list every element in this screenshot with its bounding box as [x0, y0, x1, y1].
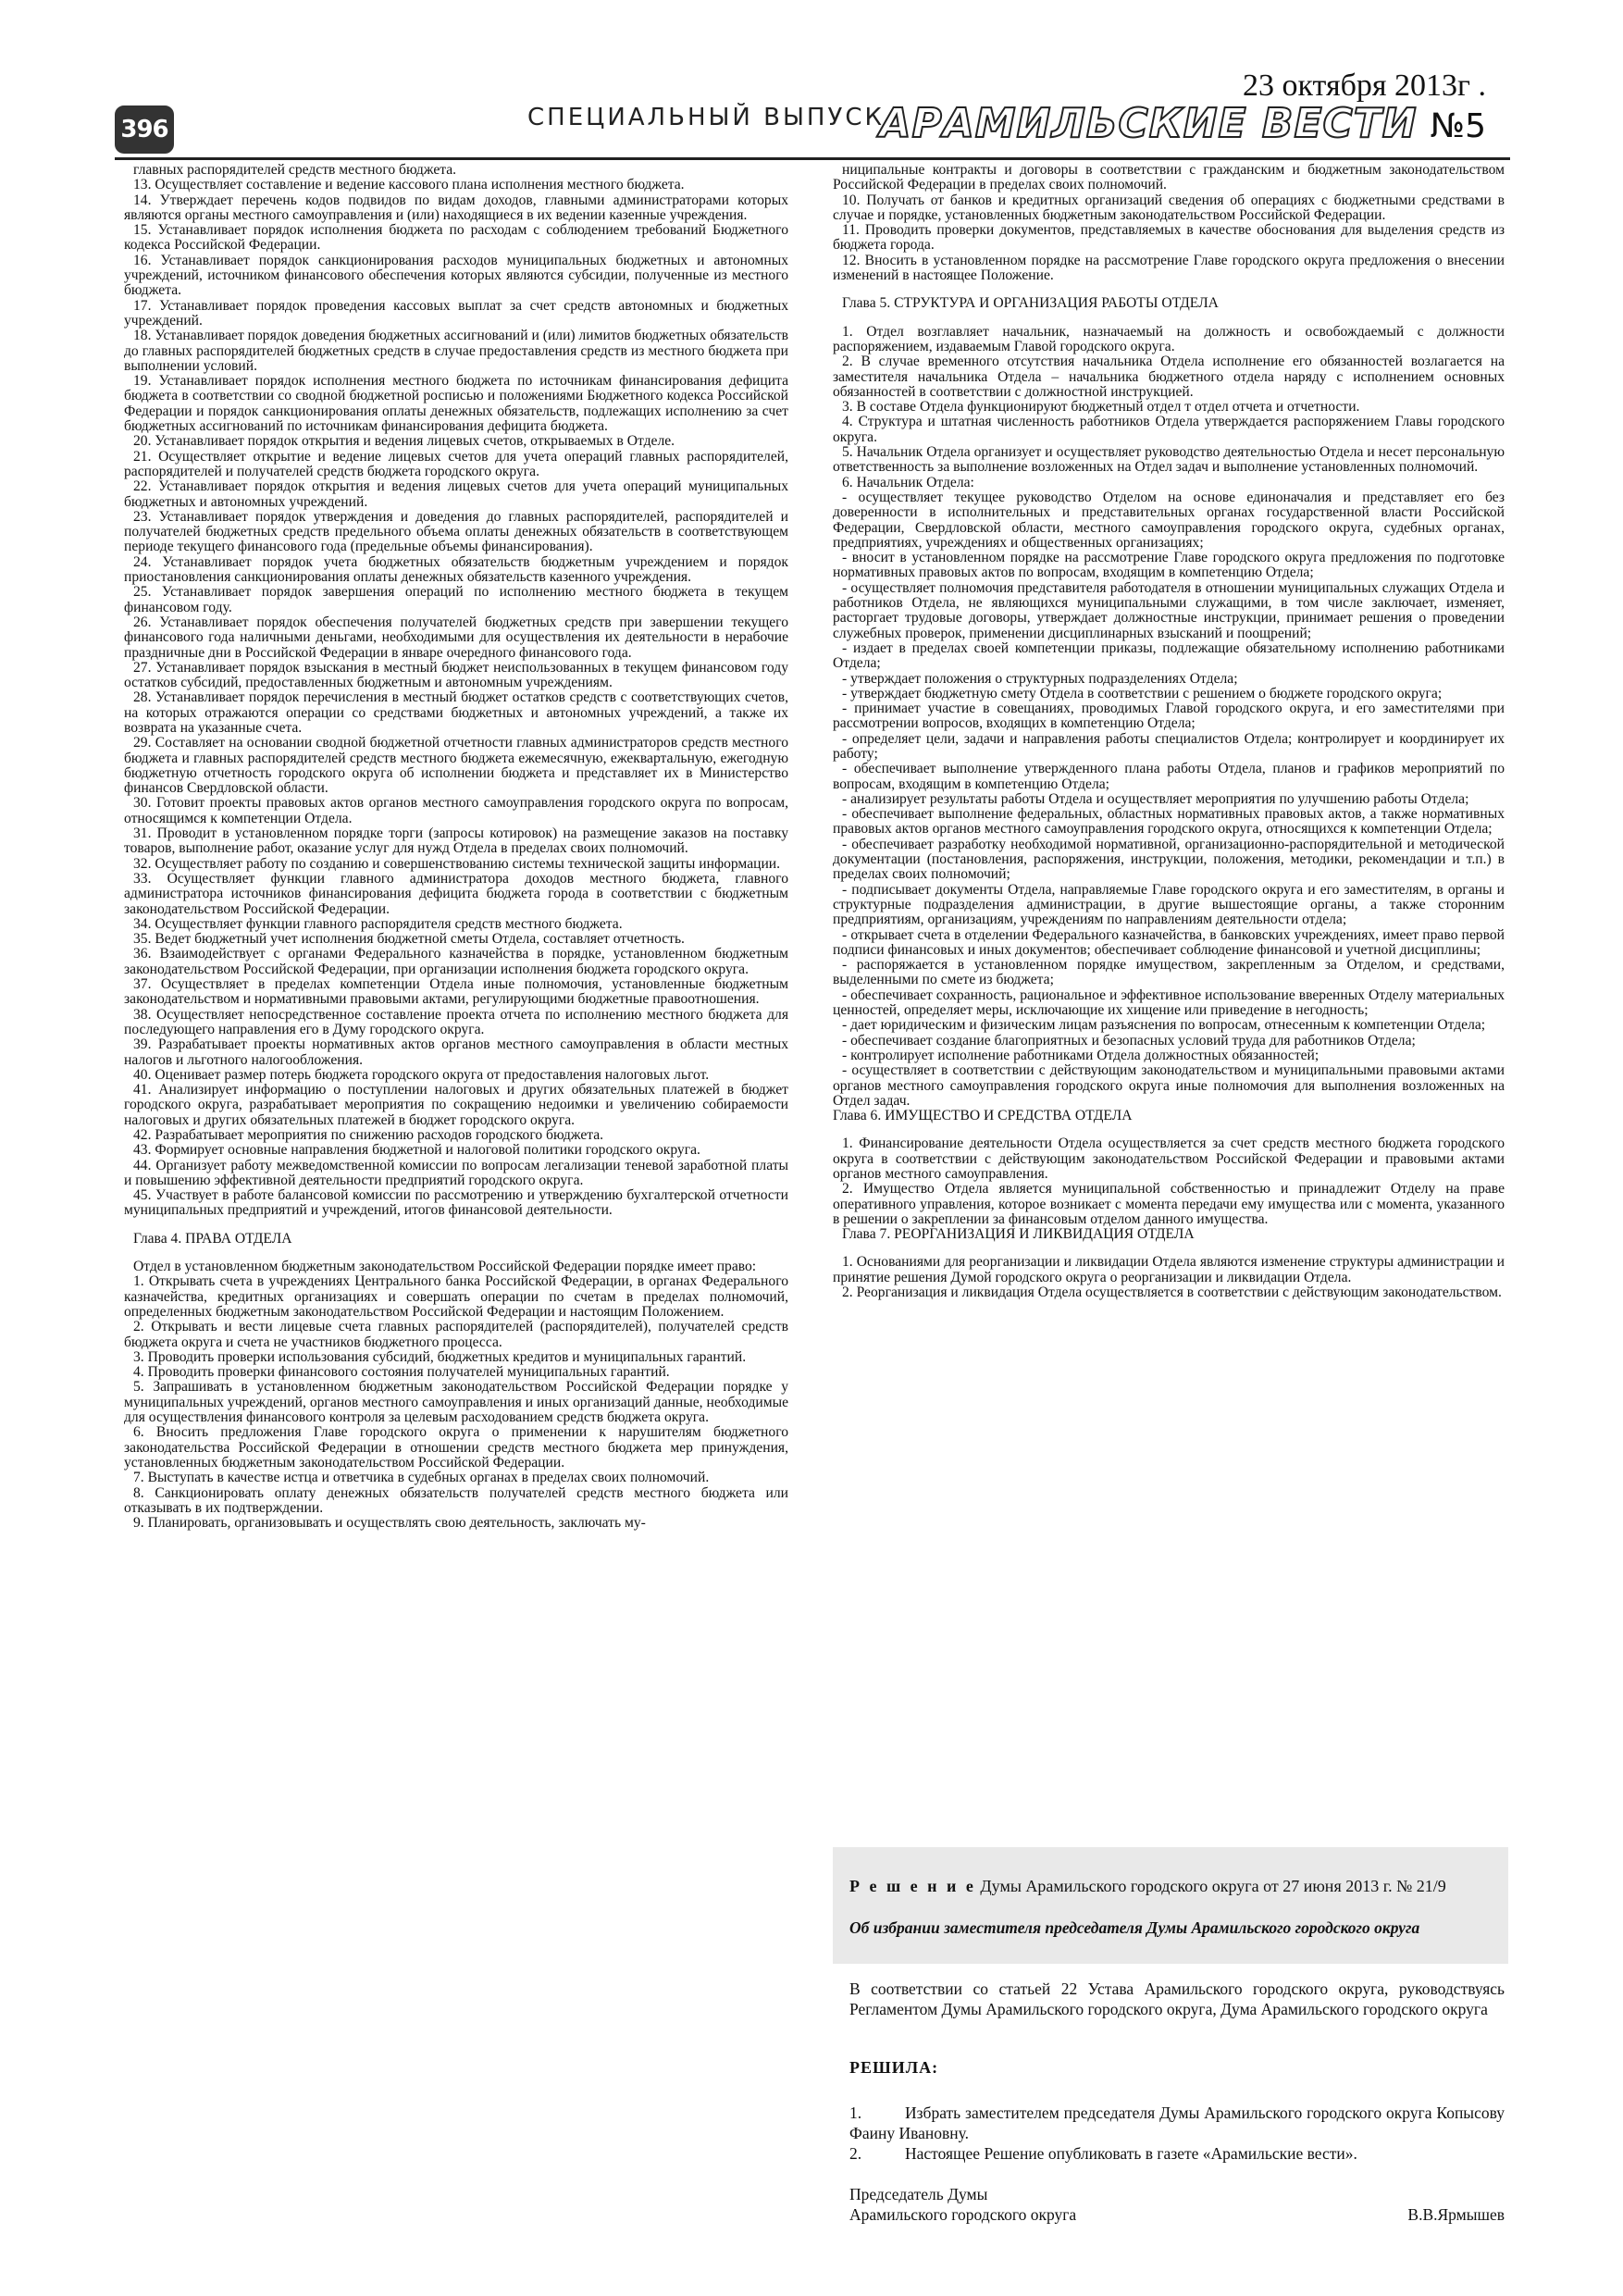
paragraph: 27. Устанавливает порядок взыскания в местный бюджет неиспользованных в текущем финансовом году остатков субсидий, предоставленных бюджетным и автономным учреждениям.: [124, 659, 788, 691]
paragraph: 41. Анализирует информацию о поступлении налоговых и других обязательных платежей в бюджет городского округа, разрабатывает мероприятия по сокращению недоимки и увеличению собираемости налоговых и других обязательных платежей в бюджет городского округа.: [124, 1082, 788, 1128]
paragraph: 3. Проводить проверки использования субсидий, бюджетных кредитов и муниципальных гарантий.: [133, 1348, 747, 1365]
paragraph: 34. Осуществляет функции главного распорядителя средств местного бюджета.: [133, 915, 623, 932]
paragraph: 13. Осуществляет составление и ведение кассового плана исполнения местного бюджета.: [133, 177, 685, 193]
paragraph: 2. Имущество Отдела является муниципальной собственностью и принадлежит Отделу на праве оперативного управления, которое возникает с момента передачи ему имущества или с момента, указанного в решении о закреплении за финансовым отделом данного имущества.: [833, 1181, 1505, 1227]
header-rule: [115, 157, 1510, 160]
paragraph: 16. Устанавливает порядок санкционирования расходов муниципальных бюджетных и автономных учреждений, источником финансового обеспечения которых являются субсидии, полученные из местного бюджета.: [124, 252, 788, 299]
paragraph: 6. Вносить предложения Главе городского округа о применении к нарушителям бюджетного законодательства Российской Федерации в отношении средств местного бюджета мер принуждения, установленных бюджетным законодательством Российской Федерации.: [124, 1424, 788, 1471]
item-text: Избрать заместителем председателя Думы Арамильского городского округа Копысову Фаину Ивановну.: [849, 2104, 1505, 2142]
paragraph: 42. Разрабатывает мероприятия по снижению расходов городского бюджета.: [133, 1127, 604, 1143]
paragraph: 38. Осуществляет непосредственное составление проекта отчета по исполнению местного бюджета для последующего направления его в Думу городского округа.: [124, 1006, 788, 1037]
paragraph: 2. Открывать и вести лицевые счета главных распорядителей (распорядителей), получателей средств бюджета округа и счета не участников бюджетного процесса.: [124, 1319, 788, 1350]
paragraph: 2. В случае временного отсутствия начальника Отдела исполнение его обязанностей возлагается на заместителя начальника Отдела – начальника бюджетного отдела наряду с исполнением основных обязанностей в соответствии с должностной инструкцией.: [833, 354, 1505, 400]
page-number: 396: [115, 105, 174, 154]
spacer: [833, 1242, 1505, 1255]
section-title: СПЕЦИАЛЬНЫЙ ВЫПУСК: [527, 104, 885, 131]
paragraph: главных распорядителей средств местного бюджета.: [133, 162, 457, 178]
paragraph: 39. Разрабатывает проекты нормативных актов органов местного самоуправления в области местных налогов и льготного налогообложения.: [124, 1036, 788, 1068]
paragraph: - утверждает бюджетную смету Отдела в соответствии с решением о бюджете городского округа;: [842, 685, 1443, 701]
paragraph: 5. Начальник Отдела организует и осуществляет руководство деятельностью Отдела и несет персональную ответственность за выполнение возложенных на Отдел задач и выполнение установленных полномочий.: [833, 444, 1505, 476]
paragraph: 1. Отдел возглавляет начальник, назначаемый на должность и освобождаемый с должности распоряжением, издаваемым Главой городского округа.: [833, 323, 1505, 354]
issue-number: №5: [1430, 107, 1486, 145]
decision-header-box: [833, 1847, 1508, 1964]
paragraph: - обеспечивает выполнение федеральных, областных нормативных правовых актов, а также нормативных правовых актов органов местного самоуправления городского округа, относящихся к компетенции Отдела;: [833, 806, 1505, 838]
chapter7-title: Глава 7. РЕОРГАНИЗАЦИЯ И ЛИКВИДАЦИЯ ОТДЕЛА: [842, 1226, 1195, 1243]
paragraph: 5. Запрашивать в установленном бюджетным законодательством Российской Федерации порядке у муниципальных учреждений, органов местного самоуправления и иных организаций данные, необходимые для осуществления финансового контроля за целевым расходованием средств бюджета округа.: [124, 1379, 788, 1426]
paragraph: - осуществляет в соответствии с действующим законодательством и муниципальными правовыми актами органов местного самоуправления городского округа иные полномочия для выполнения возложенных на Отдел задач.: [833, 1062, 1505, 1109]
chapter6-title: Глава 6. ИМУЩЕСТВО И СРЕДСТВА ОТДЕЛА: [833, 1108, 1133, 1124]
paragraph: 4. Проводить проверки финансового состояния получателей муниципальных гарантий.: [133, 1364, 670, 1381]
paragraph: 10. Получать от банков и кредитных организаций сведения об операциях с бюджетными средствами в случае и порядке, установленных бюджетным законодательством Российской Федерации.: [833, 192, 1505, 223]
paragraph: 24. Устанавливает порядок учета бюджетных обязательств бюджетным учреждением и порядок приостановления санкционирования оплаты денежных обязательств казенного учреждения.: [124, 553, 788, 586]
paragraph: - осуществляет текущее руководство Отделом на основе единоначалия и представляет его без доверенности в исполнительных и представительных органах государственной власти Российской Федерации, Свердловской области, местного самоуправления городского округа, судебных органах, предприятиях, учреждениях и общественных организациях;: [833, 489, 1505, 551]
decision-item: [849, 2143, 1505, 2164]
paragraph: 25. Устанавливает порядок завершения операций по исполнению местного бюджета в текущем финансовом году.: [124, 584, 788, 615]
paragraph: - вносит в установленном порядке на рассмотрение Главе городского округа предложения по подготовке нормативных правовых актов по вопросам, входящим в компетенцию Отдела;: [833, 550, 1505, 581]
chapter4-title: Глава 4. ПРАВА ОТДЕЛА: [133, 1230, 292, 1247]
paragraph: 44. Организует работу межведомственной комиссии по вопросам легализации теневой заработной платы и повышению эффективной деятельности предприятий городского округа.: [124, 1157, 788, 1188]
paragraph: - обеспечивает создание благоприятных и безопасных условий труда для работников Отдела;: [842, 1032, 1416, 1049]
paragraph: 11. Проводить проверки документов, представляемых в качестве обоснования для выделения средств из бюджета города.: [833, 222, 1505, 254]
chapter7-paragraphs: [833, 1255, 1505, 1300]
paragraph: - контролирует исполнение работниками Отдела должностных обязанностей;: [842, 1047, 1319, 1063]
decision-resolved: РЕШИЛА:: [849, 2058, 939, 2077]
paragraph: 6. Начальник Отдела:: [842, 474, 974, 490]
item-text: Настоящее Решение опубликовать в газете «Арамильские вести».: [905, 2144, 1357, 2163]
paragraph: 17. Устанавливает порядок проведения кассовых выплат за счет средств автономных и бюджетных учреждений.: [124, 297, 788, 329]
decision-heading: [849, 1877, 1497, 1896]
paragraph: - осуществляет полномочия представителя работодателя в отношении муниципальных служащих Отдела и работников Отдела, не являющихся муниципальными служащими, в том числе заключает, изменяет, расторгает трудовые договоры, утверждает должностные инструкции, принимает решения о проведении служебных проверок, применении дисциплинарных взысканий и поощрений;: [833, 579, 1505, 641]
paragraph: 35. Ведет бюджетный учет исполнения бюджетной сметы Отдела, составляет отчетность.: [133, 931, 685, 948]
paragraph: 18. Устанавливает порядок доведения бюджетных ассигнований и (или) лимитов бюджетных обязательств до главных распорядителей бюджетных средств в случае предоставления средств из местного бюджета при выполнении условий.: [124, 328, 788, 374]
paragraph: - обеспечивает сохранность, рациональное и эффективное использование вверенных Отделу материальных ценностей, определяет меры, исключающие их хищение или приведение в негодность;: [833, 987, 1505, 1019]
paragraph: - утверждает положения о структурных подразделениях Отдела;: [842, 670, 1238, 687]
paragraph: 7. Выступать в качестве истца и ответчика в судебных органах в пределах своих полномочий.: [133, 1470, 710, 1486]
paragraph: - открывает счета в отделении Федерального казначейства, в банковских учреждениях, имеет право первой подписи финансовых и иных документов; обеспечивает соблюдение финансовой и учетной дисциплины;: [833, 926, 1505, 958]
right-intro-paragraphs: [833, 163, 1505, 283]
chapter5-title: Глава 5. СТРУКТУРА И ОРГАНИЗАЦИЯ РАБОТЫ ОТДЕЛА: [842, 295, 1219, 312]
paragraph: 2. Реорганизация и ликвидация Отдела осуществляется в соответствии с действующим законодательством.: [842, 1285, 1502, 1301]
issue-date: 23 октября 2013г .: [1242, 68, 1486, 103]
chapter6-paragraphs: [833, 1136, 1505, 1227]
paragraph: 19. Устанавливает порядок исполнения местного бюджета по источникам финансирования дефицита бюджета в соответствии со сводной бюджетной росписью и положениями Бюджетного кодекса Российской Федерации и порядок санкционирования оплаты денежных обязательств, подлежащих исполнению за счет бюджетных ассигнований по источникам финансирования дефицита бюджета.: [124, 373, 788, 435]
paragraph: 26. Устанавливает порядок обеспечения получателей бюджетных средств при завершении текущего финансового года наличными деньгами, необходимыми для осуществления их деятельности в нерабочие праздничные дни в Российской Федерации в январе очередного финансового года.: [124, 614, 788, 661]
item-number: 2.: [849, 2144, 862, 2163]
left-column: [124, 163, 788, 1531]
paragraph: 40. Оценивает размер потерь бюджета городского округа от предоставления налоговых льгот.: [133, 1066, 710, 1083]
page-header: [0, 0, 1623, 167]
paragraph: 21. Осуществляет открытие и ведение лицевых счетов для учета операций главных распорядителей, распорядителей и получателей средств бюджета городского округа.: [124, 448, 788, 479]
signature-org: Арамильского городского округа: [849, 2205, 1077, 2224]
paragraph: - определяет цели, задачи и направления работы специалистов Отдела; контролирует и координирует их работу;: [833, 730, 1505, 762]
left-paragraphs: [124, 163, 788, 1219]
paragraph: 32. Осуществляет работу по созданию и совершенствованию системы технической защиты информации.: [133, 855, 781, 872]
paragraph: 3. В составе Отдела функционируют бюджетный отдел т отдел отчета и отчетности.: [842, 399, 1360, 416]
paragraph: 4. Структура и штатная численность работников Отдела утверждается распоряжением Главы городского округа.: [833, 414, 1505, 445]
paragraph: - дает юридическим и физическим лицам разъяснения по вопросам, отнесенным к компетенции Отдела;: [842, 1017, 1486, 1034]
decision-preamble: В соответствии со статьей 22 Устава Арамильского городского округа, руководствуясь Регламентом Думы Арамильского городского округа, Дума Арамильского городского округа: [849, 1980, 1505, 2018]
paragraph: 37. Осуществляет в пределах компетенции Отдела иные полномочия, установленные бюджетным законодательством и нормативными правовыми актами, регулирующими бюджетные правоотношения.: [124, 976, 788, 1008]
item-number: 1.: [849, 2104, 862, 2122]
paragraph: 36. Взаимодействует с органами Федерального казначейства в порядке, установленном бюджетным законодательством Российской Федерации, при организации исполнения бюджета городского округа.: [124, 946, 788, 977]
paragraph: - издает в пределах своей компетенции приказы, подлежащие обязательному исполнению работниками Отдела;: [833, 639, 1505, 672]
paragraph: 1. Финансирование деятельности Отдела осуществляется за счет средств местного бюджета городского округа в соответствии с действующим законодательством Российской Федерации и правовыми актами органов местного самоуправления.: [833, 1136, 1505, 1182]
paragraph: 28. Устанавливает порядок перечисления в местный бюджет остатков средств с соответствующих счетов, на которых отражаются операции со средствами бюджетных и автономных учреждений, а также их возврата на указанные счета.: [124, 689, 788, 736]
decision-title: Думы Арамильского городского округа от 27 июня 2013 г. № 21/9: [980, 1877, 1446, 1895]
paragraph: - принимает участие в совещаниях, проводимых Главой городского округа, и его заместителями при рассмотрении вопросов, входящих в компетенцию Отдела;: [833, 701, 1505, 732]
paragraph: 29. Составляет на основании сводной бюджетной отчетности главных администраторов средств местного бюджета и главных распорядителей средств местного бюджета ежемесячную, ежеквартальную, ежегодную бюджетную отчетность городского округа об исполнении бюджета и представляет их в Министерство финансов Свердловской области.: [124, 735, 788, 797]
signature-block: [849, 2184, 1505, 2225]
paragraph: 30. Готовит проекты правовых актов органов местного самоуправления городского округа по вопросам, относящимся к компетенции Отдела.: [124, 795, 788, 826]
paragraph: 9. Планировать, организовывать и осуществлять свою деятельность, заключать му-: [133, 1515, 646, 1532]
paragraph: - анализирует результаты работы Отдела и осуществляет мероприятия по улучшению работы Отдела;: [842, 790, 1469, 807]
paragraph: 31. Проводит в установленном порядке торги (запросы котировок) на размещение заказов на поставку товаров, выполнение работ, оказание услуг для нужд Отдела в пределах своих полномочий.: [124, 825, 788, 857]
paragraph: 1. Открывать счета в учреждениях Центрального банка Российской Федерации, в органах Федерального казначейства, кредитных организациях и совершать операции по счетам в пределах полномочий, определенных бюджетным законодательством Российской Федерации и настоящим Положением.: [124, 1273, 788, 1320]
paragraph: 12. Вносить в установленном порядке на рассмотрение Главе городского округа предложения о внесении изменений в настоящее Положение.: [833, 252, 1505, 284]
paragraph: - обеспечивает разработку необходимой нормативной, организационно-распорядительной и методической документации (постановления, распоряжения, инструкции, положения, методики, рекомендации и т.п.) в пределах своих полномочий;: [833, 836, 1505, 883]
signature-name: В.В.Ярмышев: [1407, 2205, 1505, 2224]
signature-title: Председатель Думы: [849, 2185, 988, 2203]
masthead: [879, 100, 1486, 147]
paragraph: 23. Устанавливает порядок утверждения и доведения до главных распорядителей, распорядителей и получателей бюджетных средств предельного объема оплаты денежных обязательств в соответствующем периоде текущего финансового года (предельные объемы финансирования).: [124, 508, 788, 555]
paragraph: - распоряжается в установленном порядке имуществом, закрепленным за Отделом, и средствами, выделенными по смете из бюджета;: [833, 957, 1505, 988]
paragraph: 20. Устанавливает порядок открытия и ведения лицевых счетов, открываемых в Отделе.: [133, 433, 675, 450]
paragraph: 33. Осуществляет функции главного администратора доходов местного бюджета, главного администратора источников финансирования дефицита бюджета города в соответствии с бюджетным законодательством Российской Федерации.: [124, 870, 788, 917]
decision-subject: Об избрании заместителя председателя Думы Арамильского городского округа: [849, 1918, 1420, 1937]
paragraph: 8. Санкционировать оплату денежных обязательств получателей средств местного бюджета или отказывать в их подтверждении.: [124, 1484, 788, 1516]
chapter5-paragraphs: [833, 325, 1505, 1109]
paragraph: Отдел в установленном бюджетным законодательством Российской Федерации порядке имеет право:: [133, 1259, 757, 1275]
paragraph: 43. Формирует основные направления бюджетной и налоговой политики городского округа.: [133, 1142, 700, 1159]
newspaper-name: АРАМИЛЬСКИЕ ВЕСТИ: [879, 100, 1418, 147]
paragraph: 22. Устанавливает порядок открытия и ведения лицевых счетов для учета операций муниципальных бюджетных и автономных учреждений.: [124, 478, 788, 510]
paragraph: 1. Основаниями для реорганизации и ликвидации Отдела являются изменение структуры администрации и принятие решения Думой городского округа о реорганизации и ликвидации Отдела.: [833, 1254, 1505, 1285]
paragraph: 15. Устанавливает порядок исполнения бюджета по расходам с соблюдением требований Бюджетного кодекса Российской Федерации.: [124, 222, 788, 254]
chapter4-paragraphs: [124, 1260, 788, 1531]
paragraph: 45. Участвует в работе балансовой комиссии по рассмотрению и утверждению бухгалтерской отчетности муниципальных предприятий и учреждений, итогов финансовой деятельности.: [124, 1187, 788, 1219]
paragraph: - обеспечивает выполнение утвержденного плана работы Отдела, планов и графиков мероприятий по вопросам, входящим в компетенцию Отдела;: [833, 761, 1505, 792]
decision-items: [849, 2103, 1505, 2164]
paragraph: - подписывает документы Отдела, направляемые Главе городского округа и его заместителям, в органы и структурные подразделения администрации, в другие вышестоящие органы, а также сторонним предприятиям, организациям, учреждениям по направлениям деятельности отдела;: [833, 881, 1505, 928]
spacer: [833, 1123, 1505, 1136]
paragraph: 14. Утверждает перечень кодов подвидов по видам доходов, главными администраторами которых являются органы местного самоуправления и (или) находящиеся в их ведении казенные учреждения.: [124, 192, 788, 223]
paragraph: ниципальные контракты и договоры в соответствии с гражданским и бюджетным законодательством Российской Федерации в пределах своих полномочий.: [833, 162, 1505, 193]
right-column: [833, 163, 1505, 1300]
decision-item: [849, 2103, 1505, 2143]
decision-lead: Р е ш е н и е: [849, 1877, 976, 1895]
